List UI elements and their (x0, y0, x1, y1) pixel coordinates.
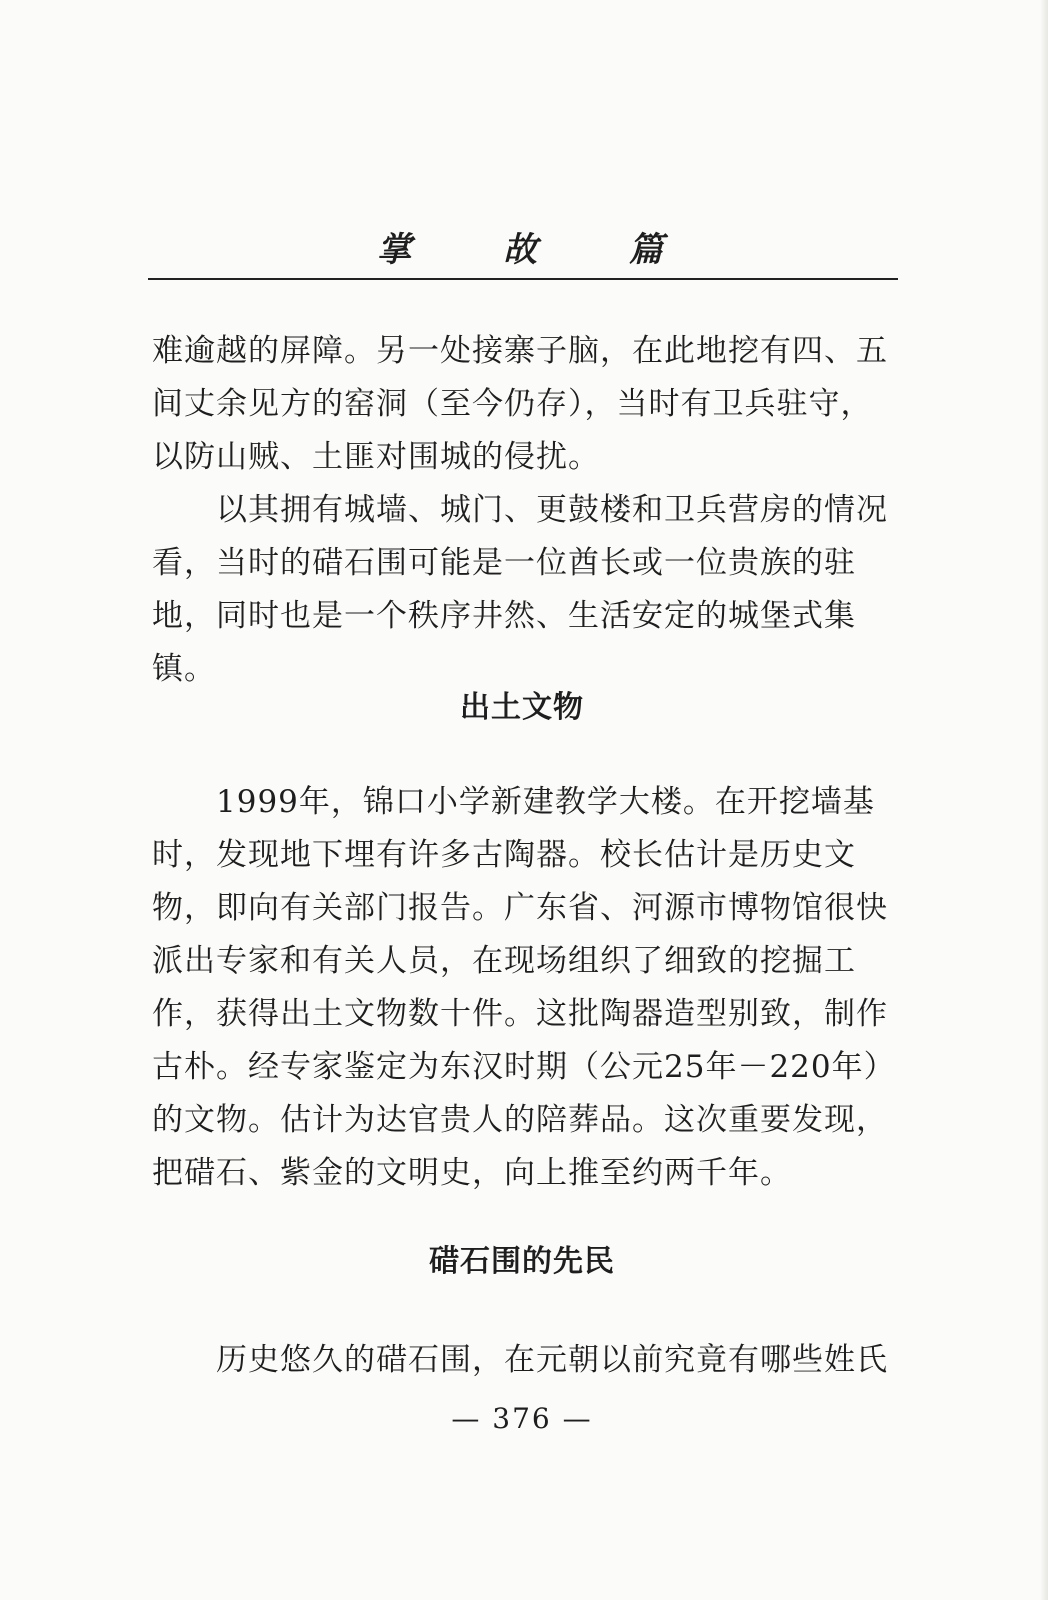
body-text-top (152, 325, 892, 696)
section-heading-ancestors: 碏石围的先民 (429, 1244, 615, 1279)
page-number: — 376 — (451, 1402, 593, 1435)
section-heading-artifacts: 出土文物 (460, 690, 584, 725)
body-text-artifacts (152, 776, 892, 1200)
paragraph: 以其拥有城墙、城门、更鼓楼和卫兵营房的情况看，当时的碏石围可能是一位酋长或一位贵族的驻地，同时也是一个秩序井然、生活安定的城堡式集镇。 (152, 492, 888, 687)
page-edge-shadow (1040, 0, 1048, 1600)
paragraph: 历史悠久的碏石围，在元朝以前究竟有哪些姓氏 (216, 1342, 888, 1378)
paragraph: 1999年，锦口小学新建教学大楼。在开挖墙基时，发现地下埋有许多古陶器。校长估计是历史文物，即向有关部门报告。广东省、河源市博物馆很快派出专家和有关人员，在现场组织了细致的挖掘工作，获得出土文物数十件。这批陶器造型别致，制作古朴。经专家鉴定为东汉时期（公元25年－220年）的文物。估计为达官贵人的陪葬品。这次重要发现，把碏石、紫金的文明史，向上推至约两千年。 (152, 784, 888, 1191)
body-text-ancestors (152, 1334, 892, 1387)
header-rule (148, 278, 898, 280)
running-head: 掌 故 篇 (377, 230, 703, 270)
paragraph-continued: 难逾越的屏障。另一处接寨子脑，在此地挖有四、五间丈余见方的窑洞（至今仍存），当时有卫兵驻守，以防山贼、土匪对围城的侵扰。 (152, 333, 888, 475)
